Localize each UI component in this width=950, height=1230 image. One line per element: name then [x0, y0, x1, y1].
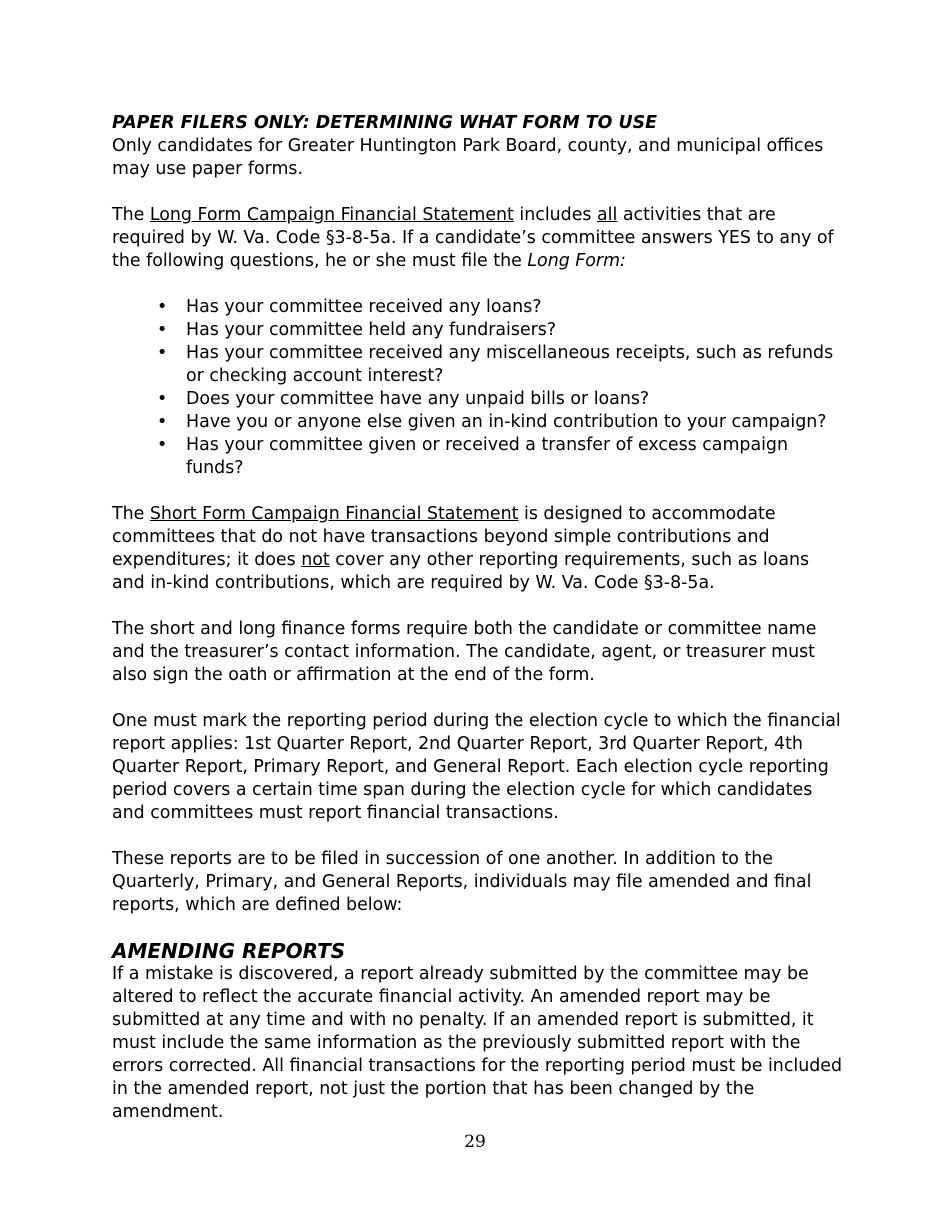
long-form-italic: Long Form:	[527, 251, 626, 271]
long-form-all: all	[597, 205, 618, 225]
list-item: • Has your committee received any miscellaneous receipts, such as refunds or checking account interest?	[186, 342, 847, 388]
long-form-prefix: The	[112, 205, 150, 225]
list-item: • Has your committee held any fundraisers?	[186, 319, 847, 342]
list-item: • Has your committee received any loans?	[186, 296, 847, 319]
section-heading-paper-filers: PAPER FILERS ONLY: DETERMINING WHAT FORM TO USE	[112, 113, 657, 133]
list-item: • Have you or anyone else given an in-kind contribution to your campaign?	[186, 411, 847, 434]
short-form-not: not	[301, 550, 330, 570]
succession-paragraph: These reports are to be filed in succession of one another. In addition to the Quarterly, Primary, and General Reports, individuals may file amended and final reports, which are defined below:	[112, 849, 812, 915]
page-number: 29	[464, 1132, 486, 1152]
intro-paragraph: Only candidates for Greater Huntington Park Board, county, and municipal offices may use paper forms.	[112, 136, 824, 179]
short-form-prefix: The	[112, 504, 150, 524]
list-item: • Does your committee have any unpaid bills or loans?	[186, 388, 847, 411]
amending-paragraph: If a mistake is discovered, a report already submitted by the committee may be altered to reflect the accurate financial activity. An amended report may be submitted at any time and with no penalty. If an amended report is submitted, it must include the same information as the previously submitted report with the errors corrected. All financial transactions for the reporting period must be included in the amended report, not just the portion that has been changed by the amendment.	[112, 964, 843, 1122]
long-form-rest: activities that are required by W. Va. Code §3-8-5a. If a candidate’s committee answers YES to any of the following questions, he or she must file the	[112, 205, 834, 271]
short-form-mid: is designed to accommodate committees that do not have transactions beyond simple contributions and expenditures; it does	[112, 504, 776, 570]
short-form-rest: cover any other reporting requirements, such as loans and in-kind contributions, which are required by W. Va. Code §3-8-5a.	[112, 550, 810, 593]
list-item: • Has your committee given or received a transfer of excess campaign funds?	[186, 434, 847, 480]
long-form-paragraph	[112, 204, 847, 273]
long-form-mid: includes	[513, 205, 597, 225]
reporting-period-paragraph: One must mark the reporting period during the election cycle to which the financial report applies: 1st Quarter Report, 2nd Quarter Report, 3rd Quarter Report, 4th Quarter Report, Primary Report, and General Report. Each election cycle reporting period covers a certain time span during the election cycle for which candidates and committees must report financial transactions.	[112, 711, 841, 823]
requirements-paragraph: The short and long finance forms require both the candidate or committee name and the treasurer’s contact information. The candidate, agent, or treasurer must also sign the oath or affirmation at the end of the form.	[112, 619, 817, 685]
long-form-title: Long Form Campaign Financial Statement	[149, 205, 514, 225]
section-heading-amending: AMENDING REPORTS	[112, 939, 346, 963]
short-form-title: Short Form Campaign Financial Statement	[149, 504, 519, 524]
document-page	[112, 112, 847, 1124]
short-form-paragraph	[112, 503, 847, 595]
long-form-questions-list	[112, 296, 847, 480]
